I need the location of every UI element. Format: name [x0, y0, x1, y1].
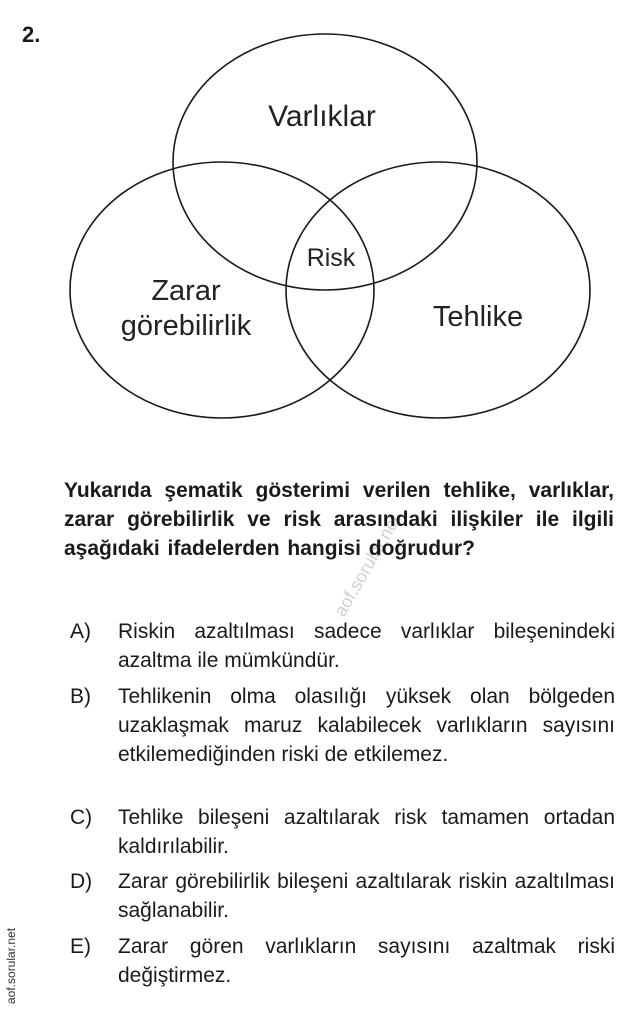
option-d[interactable]: [70, 867, 615, 925]
option-text: Riskin azaltılması sadece varlıklar bileşenindeki azaltma ile mümkündür.: [118, 620, 615, 672]
side-watermark: aof.sorular.net: [4, 927, 18, 1004]
option-a[interactable]: [70, 617, 615, 675]
option-text: Zarar görebilirlik bileşeni azaltılarak riskin azaltılması sağlanabilir.: [118, 870, 615, 922]
label-tehlike: Tehlike: [432, 301, 524, 333]
option-letter: C): [70, 806, 93, 829]
option-c[interactable]: [70, 803, 615, 861]
option-b[interactable]: [70, 682, 615, 769]
venn-diagram: [0, 0, 638, 440]
label-zarar: Zarar: [151, 275, 221, 307]
option-text: Tehlikenin olma olasılığı yüksek olan bölgeden uzaklaşmak maruz kalabilecek varlıkların sayısını etkilemediğinden riski de etkilemez.: [118, 685, 615, 766]
option-e[interactable]: [70, 932, 615, 990]
center-watermark: aof.sorular.net: [330, 511, 405, 620]
option-text: Zarar gören varlıkların sayısını azaltmak riski değiştirmez.: [118, 935, 615, 987]
option-letter: B): [70, 685, 91, 708]
option-letter: A): [70, 620, 91, 643]
question-number: 2.: [22, 22, 41, 47]
option-letter: E): [70, 935, 91, 958]
question-text: Yukarıda şematik gösterimi verilen tehlike, varlıklar, zarar görebilirlik ve risk arasındaki ilişkiler ile ilgili aşağıdaki ifadelerden hangisi doğrudur?: [64, 479, 614, 560]
label-risk: Risk: [306, 244, 356, 272]
label-gorebilirlik: görebilirlik: [120, 310, 252, 342]
option-text: Tehlike bileşeni azaltılarak risk tamamen ortadan kaldırılabilir.: [118, 806, 615, 858]
label-varliklar: Varlıklar: [268, 100, 376, 133]
option-letter: D): [70, 870, 93, 893]
